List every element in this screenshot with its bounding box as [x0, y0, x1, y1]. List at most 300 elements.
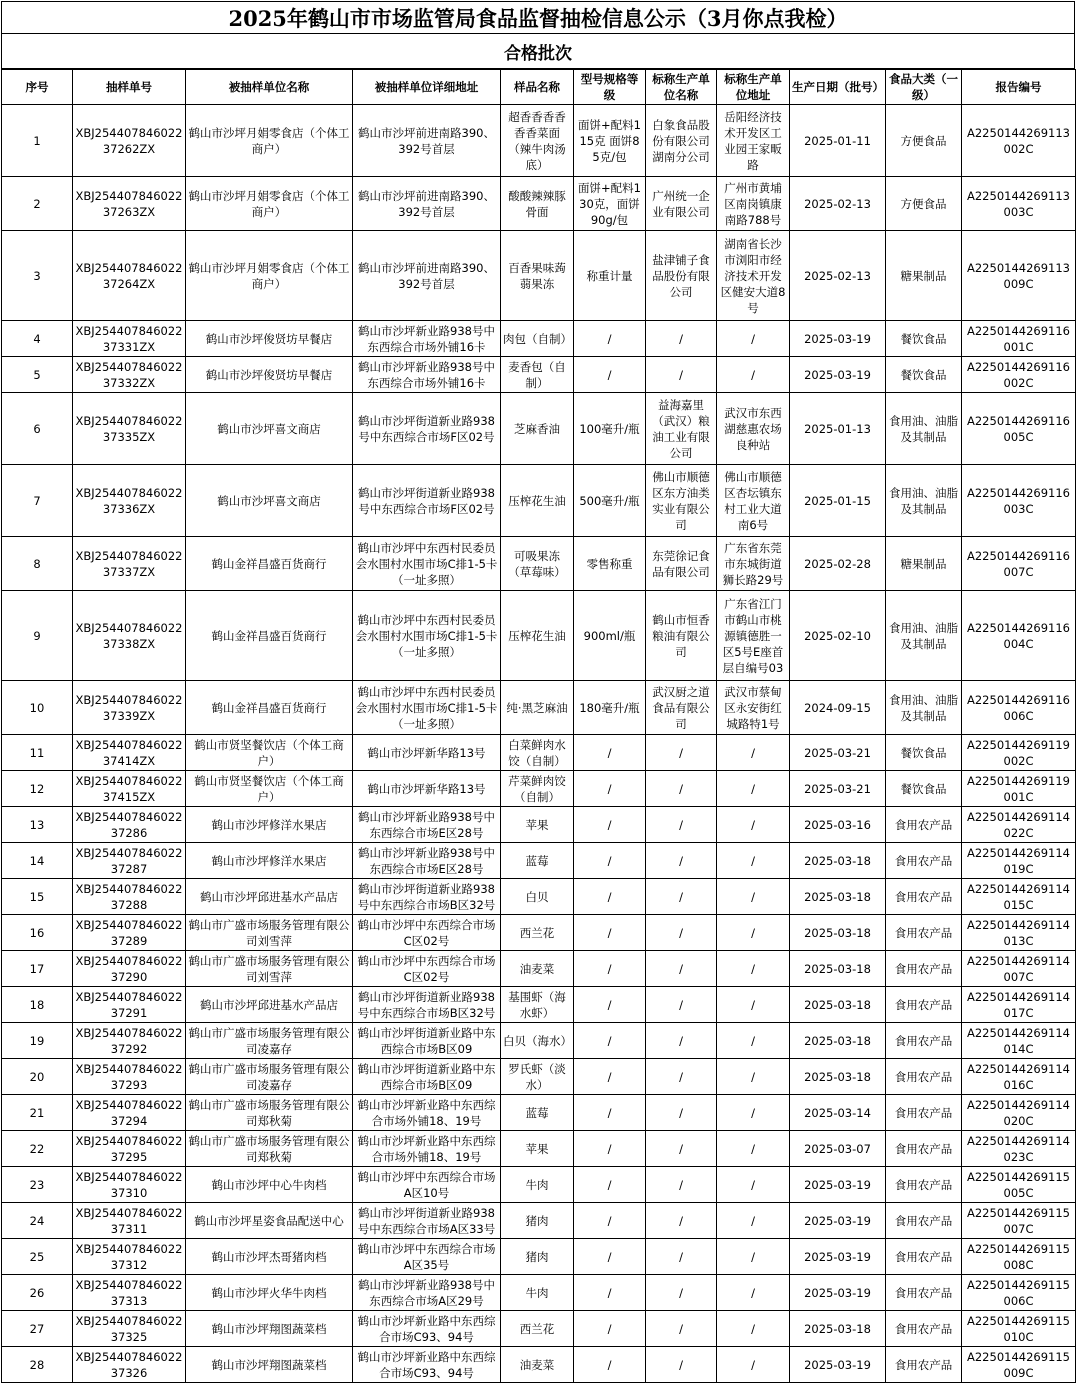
- table-cell: 500毫升/瓶: [574, 465, 646, 537]
- table-row: [2, 1023, 1076, 1059]
- table-cell: /: [574, 1167, 646, 1203]
- table-cell: XBJ25440784602237415ZX: [73, 771, 186, 807]
- table-cell: 22: [2, 1131, 73, 1167]
- table-cell: /: [574, 915, 646, 951]
- table-cell: 餐饮食品: [886, 735, 962, 771]
- table-cell: 鹤山市沙坪翔图蔬菜档: [186, 1311, 353, 1347]
- table-cell: 6: [2, 393, 73, 465]
- table-header-row: [2, 70, 1076, 105]
- table-cell: XBJ25440784602237325: [73, 1311, 186, 1347]
- table-cell: XBJ25440784602237262ZX: [73, 105, 186, 177]
- table-cell: /: [717, 987, 790, 1023]
- table-cell: 食用油、油脂及其制品: [886, 465, 962, 537]
- column-header: 标称生产单位名称: [646, 70, 717, 105]
- table-cell: 蓝莓: [501, 1095, 574, 1131]
- table-cell: /: [717, 1239, 790, 1275]
- table-cell: 7: [2, 465, 73, 537]
- table-cell: 鹤山市沙坪俊贤坊早餐店: [186, 321, 353, 357]
- table-cell: 鹤山市沙坪街道新业路中东西综合市场B区09: [353, 1023, 501, 1059]
- table-cell: 2025-03-19: [790, 1167, 886, 1203]
- table-cell: /: [646, 1059, 717, 1095]
- table-cell: 鹤山市沙坪新业路938号中东西综合市场A区29号: [353, 1275, 501, 1311]
- table-cell: 食用农产品: [886, 1023, 962, 1059]
- table-cell: 鹤山市贤坚餐饮店（个体工商户）: [186, 771, 353, 807]
- table-cell: 2025-02-13: [790, 231, 886, 321]
- table-cell: 鹤山市广盛市场服务管理有限公司刘雪萍: [186, 915, 353, 951]
- table-cell: /: [574, 807, 646, 843]
- table-cell: XBJ25440784602237287: [73, 843, 186, 879]
- table-cell: 2025-03-19: [790, 1239, 886, 1275]
- table-cell: 鹤山市广盛市场服务管理有限公司郑秋菊: [186, 1131, 353, 1167]
- table-cell: 19: [2, 1023, 73, 1059]
- table-cell: 食用农产品: [886, 1239, 962, 1275]
- table-cell: 鹤山市广盛市场服务管理有限公司郑秋菊: [186, 1095, 353, 1131]
- table-cell: 食用农产品: [886, 951, 962, 987]
- table-cell: 鹤山市沙坪邱进基水产品店: [186, 879, 353, 915]
- table-row: [2, 1311, 1076, 1347]
- table-cell: 芹菜鲜肉饺（自制）: [501, 771, 574, 807]
- table-cell: 食用农产品: [886, 1275, 962, 1311]
- table-cell: XBJ25440784602237336ZX: [73, 465, 186, 537]
- table-cell: 鹤山市沙坪翔图蔬菜档: [186, 1347, 353, 1383]
- table-cell: /: [646, 879, 717, 915]
- table-cell: /: [717, 1095, 790, 1131]
- table-cell: A2250144269115010C: [962, 1311, 1076, 1347]
- table-cell: 白象食品股份有限公司湖南分公司: [646, 105, 717, 177]
- table-cell: 2025-03-18: [790, 1059, 886, 1095]
- table-cell: 2025-03-07: [790, 1131, 886, 1167]
- table-cell: 鹤山市贤坚餐饮店（个体工商户）: [186, 735, 353, 771]
- table-cell: /: [574, 1059, 646, 1095]
- table-row: [2, 105, 1076, 177]
- table-cell: 苹果: [501, 1131, 574, 1167]
- table-cell: /: [574, 1131, 646, 1167]
- table-cell: XBJ25440784602237294: [73, 1095, 186, 1131]
- table-cell: /: [646, 1131, 717, 1167]
- table-cell: 2: [2, 177, 73, 231]
- table-row: [2, 1095, 1076, 1131]
- table-cell: 鹤山市沙坪月娟零食店（个体工商户）: [186, 231, 353, 321]
- table-cell: 2025-03-21: [790, 735, 886, 771]
- table-cell: 酸酸辣辣豚骨面: [501, 177, 574, 231]
- table-cell: /: [574, 1239, 646, 1275]
- table-cell: 20: [2, 1059, 73, 1095]
- table-cell: XBJ25440784602237310: [73, 1167, 186, 1203]
- table-cell: 牛肉: [501, 1275, 574, 1311]
- table-cell: 鹤山市沙坪中东西村民委员会水围村水围市场C排1-5卡（一址多照）: [353, 591, 501, 681]
- table-cell: A2250144269114017C: [962, 987, 1076, 1023]
- table-cell: 24: [2, 1203, 73, 1239]
- table-cell: 广州统一企业有限公司: [646, 177, 717, 231]
- table-row: [2, 681, 1076, 735]
- table-cell: A2250144269113003C: [962, 177, 1076, 231]
- table-cell: XBJ25440784602237338ZX: [73, 591, 186, 681]
- table-cell: 2025-03-21: [790, 771, 886, 807]
- table-cell: /: [646, 1203, 717, 1239]
- table-cell: 基围虾（海水虾）: [501, 987, 574, 1023]
- table-cell: 芝麻香油: [501, 393, 574, 465]
- table-cell: 2025-03-19: [790, 1275, 886, 1311]
- table-row: [2, 231, 1076, 321]
- table-cell: XBJ25440784602237339ZX: [73, 681, 186, 735]
- table-row: [2, 1275, 1076, 1311]
- table-cell: A2250144269114019C: [962, 843, 1076, 879]
- table-cell: A2250144269114022C: [962, 807, 1076, 843]
- table-row: [2, 1167, 1076, 1203]
- column-header: 被抽样单位详细地址: [353, 70, 501, 105]
- table-cell: 鹤山市沙坪街道新业路938号中东西综合市场B区32号: [353, 879, 501, 915]
- table-cell: 28: [2, 1347, 73, 1383]
- table-cell: 食用油、油脂及其制品: [886, 681, 962, 735]
- table-cell: 4: [2, 321, 73, 357]
- table-cell: /: [646, 951, 717, 987]
- table-cell: /: [574, 771, 646, 807]
- column-header: 样品名称: [501, 70, 574, 105]
- table-cell: /: [646, 807, 717, 843]
- table-cell: A2250144269115008C: [962, 1239, 1076, 1275]
- table-cell: 27: [2, 1311, 73, 1347]
- table-cell: 鹤山市广盛市场服务管理有限公司凌嘉存: [186, 1059, 353, 1095]
- table-cell: A2250144269116004C: [962, 591, 1076, 681]
- table-cell: 食用农产品: [886, 879, 962, 915]
- table-cell: A2250144269116003C: [962, 465, 1076, 537]
- table-cell: /: [646, 771, 717, 807]
- column-header: 抽样单号: [73, 70, 186, 105]
- table-cell: /: [717, 807, 790, 843]
- table-cell: 2025-01-15: [790, 465, 886, 537]
- table-cell: A2250144269114015C: [962, 879, 1076, 915]
- table-cell: /: [574, 879, 646, 915]
- table-cell: /: [646, 1347, 717, 1383]
- table-cell: 方便食品: [886, 177, 962, 231]
- table-cell: XBJ25440784602237335ZX: [73, 393, 186, 465]
- table-cell: 鹤山金祥昌盛百货商行: [186, 681, 353, 735]
- table-cell: /: [717, 951, 790, 987]
- table-cell: 18: [2, 987, 73, 1023]
- table-cell: A2250144269114023C: [962, 1131, 1076, 1167]
- table-cell: 食用农产品: [886, 1311, 962, 1347]
- table-cell: 14: [2, 843, 73, 879]
- table-cell: 鹤山市沙坪修洋水果店: [186, 807, 353, 843]
- table-cell: 武汉市东西湖慈惠农场良种站: [717, 393, 790, 465]
- table-cell: 鹤山市沙坪火华牛肉档: [186, 1275, 353, 1311]
- table-cell: 2025-03-19: [790, 357, 886, 393]
- table-cell: 21: [2, 1095, 73, 1131]
- table-row: [2, 807, 1076, 843]
- table-row: [2, 177, 1076, 231]
- table-cell: XBJ25440784602237414ZX: [73, 735, 186, 771]
- table-cell: XBJ25440784602237311: [73, 1203, 186, 1239]
- table-cell: 鹤山市沙坪街道新业路938号中东西综合市场F区02号: [353, 465, 501, 537]
- table-cell: /: [717, 915, 790, 951]
- table-cell: /: [646, 1095, 717, 1131]
- table-cell: A2250144269116006C: [962, 681, 1076, 735]
- table-body: [2, 105, 1076, 1383]
- table-cell: 西兰花: [501, 915, 574, 951]
- table-cell: /: [646, 1311, 717, 1347]
- table-cell: 可吸果冻（草莓味）: [501, 537, 574, 591]
- table-cell: 2025-03-16: [790, 807, 886, 843]
- table-row: [2, 1347, 1076, 1383]
- table-cell: 牛肉: [501, 1167, 574, 1203]
- table-cell: /: [574, 1203, 646, 1239]
- table-cell: 2025-03-14: [790, 1095, 886, 1131]
- column-header: 报告编号: [962, 70, 1076, 105]
- table-cell: XBJ25440784602237288: [73, 879, 186, 915]
- table-cell: XBJ25440784602237263ZX: [73, 177, 186, 231]
- table-row: [2, 465, 1076, 537]
- table-cell: 26: [2, 1275, 73, 1311]
- table-cell: 2025-03-18: [790, 915, 886, 951]
- table-cell: /: [646, 1275, 717, 1311]
- table-cell: 压榨花生油: [501, 591, 574, 681]
- table-cell: /: [574, 321, 646, 357]
- table-cell: 糖果制品: [886, 537, 962, 591]
- table-cell: 肉包（自制）: [501, 321, 574, 357]
- table-cell: A2250144269114020C: [962, 1095, 1076, 1131]
- table-cell: 2025-03-19: [790, 1203, 886, 1239]
- table-cell: A2250144269115006C: [962, 1275, 1076, 1311]
- table-cell: 食用农产品: [886, 1095, 962, 1131]
- table-cell: /: [717, 771, 790, 807]
- table-cell: 鹤山市沙坪中东西综合市场A区10号: [353, 1167, 501, 1203]
- table-cell: 食用农产品: [886, 1203, 962, 1239]
- table-cell: 鹤山金祥昌盛百货商行: [186, 591, 353, 681]
- table-cell: 鹤山市沙坪新业路中东西综合市场C93、94号: [353, 1347, 501, 1383]
- table-cell: XBJ25440784602237286: [73, 807, 186, 843]
- table-row: [2, 1203, 1076, 1239]
- table-cell: 13: [2, 807, 73, 843]
- table-cell: 食用农产品: [886, 1167, 962, 1203]
- table-cell: 麦香包（自制）: [501, 357, 574, 393]
- table-cell: /: [646, 735, 717, 771]
- table-cell: XBJ25440784602237337ZX: [73, 537, 186, 591]
- table-cell: 鹤山市沙坪街道新业路938号中东西综合市场F区02号: [353, 393, 501, 465]
- table-cell: 100毫升/瓶: [574, 393, 646, 465]
- table-cell: 2025-03-18: [790, 987, 886, 1023]
- table-cell: 2025-03-18: [790, 879, 886, 915]
- document-sheet: [1, 1, 1075, 1383]
- table-cell: 10: [2, 681, 73, 735]
- table-cell: 鹤山市沙坪月娟零食店（个体工商户）: [186, 177, 353, 231]
- table-cell: 12: [2, 771, 73, 807]
- table-cell: 鹤山市广盛市场服务管理有限公司刘雪萍: [186, 951, 353, 987]
- table-cell: A2250144269116001C: [962, 321, 1076, 357]
- column-header: 标称生产单位地址: [717, 70, 790, 105]
- table-cell: 鹤山市沙坪新业路938号中东西综合市场E区28号: [353, 807, 501, 843]
- table-cell: 鹤山市沙坪街道新业路938号中东西综合市场A区33号: [353, 1203, 501, 1239]
- table-cell: XBJ25440784602237326: [73, 1347, 186, 1383]
- table-cell: 鹤山市沙坪中东西综合市场A区35号: [353, 1239, 501, 1275]
- table-cell: 鹤山市沙坪前进南路390、392号首层: [353, 231, 501, 321]
- table-cell: A2250144269119001C: [962, 771, 1076, 807]
- table-cell: 食用油、油脂及其制品: [886, 591, 962, 681]
- table-cell: A2250144269116007C: [962, 537, 1076, 591]
- table-cell: 鹤山市沙坪喜文商店: [186, 465, 353, 537]
- table-row: [2, 915, 1076, 951]
- table-cell: /: [717, 1311, 790, 1347]
- table-cell: 5: [2, 357, 73, 393]
- table-cell: 2025-02-13: [790, 177, 886, 231]
- table-row: [2, 987, 1076, 1023]
- table-cell: XBJ25440784602237313: [73, 1275, 186, 1311]
- table-cell: A2250144269114016C: [962, 1059, 1076, 1095]
- table-cell: /: [646, 843, 717, 879]
- table-cell: 鹤山市沙坪中东西综合市场C区02号: [353, 915, 501, 951]
- table-cell: 鹤山市沙坪新业路938号中东西综合市场外铺16卡: [353, 357, 501, 393]
- table-cell: 食用农产品: [886, 915, 962, 951]
- table-cell: /: [646, 1167, 717, 1203]
- table-cell: /: [574, 987, 646, 1023]
- table-cell: 广东省江门市鹤山市桃源镇德胜一区5号E座首层自编号03: [717, 591, 790, 681]
- table-cell: 白贝: [501, 879, 574, 915]
- table-row: [2, 1131, 1076, 1167]
- table-cell: 鹤山市沙坪修洋水果店: [186, 843, 353, 879]
- table-cell: 湖南省长沙市浏阳市经济技术开发区健安大道8号: [717, 231, 790, 321]
- table-cell: /: [717, 1203, 790, 1239]
- table-row: [2, 321, 1076, 357]
- table-cell: 900ml/瓶: [574, 591, 646, 681]
- table-cell: A2250144269116002C: [962, 357, 1076, 393]
- table-row: [2, 1239, 1076, 1275]
- table-cell: 2025-03-18: [790, 843, 886, 879]
- table-cell: 食用农产品: [886, 807, 962, 843]
- results-table: [1, 69, 1076, 1383]
- table-cell: /: [574, 1347, 646, 1383]
- table-cell: 25: [2, 1239, 73, 1275]
- table-cell: /: [717, 1131, 790, 1167]
- table-cell: 糖果制品: [886, 231, 962, 321]
- table-cell: 鹤山市沙坪前进南路390、392号首层: [353, 105, 501, 177]
- table-cell: 11: [2, 735, 73, 771]
- table-cell: /: [646, 357, 717, 393]
- table-cell: /: [717, 1275, 790, 1311]
- table-cell: 鹤山市沙坪月娟零食店（个体工商户）: [186, 105, 353, 177]
- table-cell: 称重计量: [574, 231, 646, 321]
- table-cell: /: [717, 879, 790, 915]
- table-cell: 17: [2, 951, 73, 987]
- table-cell: XBJ25440784602237332ZX: [73, 357, 186, 393]
- table-cell: 佛山市顺德区杏坛镇东村工业大道南6号: [717, 465, 790, 537]
- table-cell: A2250144269115007C: [962, 1203, 1076, 1239]
- table-cell: 广州市黄埔区南岗镇康南路788号: [717, 177, 790, 231]
- table-cell: 餐饮食品: [886, 357, 962, 393]
- table-cell: 食用农产品: [886, 1131, 962, 1167]
- table-cell: XBJ25440784602237264ZX: [73, 231, 186, 321]
- table-cell: 食用农产品: [886, 843, 962, 879]
- table-row: [2, 735, 1076, 771]
- table-cell: XBJ25440784602237293: [73, 1059, 186, 1095]
- table-cell: 鹤山市沙坪新业路938号中东西综合市场外铺16卡: [353, 321, 501, 357]
- table-cell: 益海嘉里（武汉）粮油工业有限公司: [646, 393, 717, 465]
- table-cell: /: [717, 735, 790, 771]
- table-cell: 8: [2, 537, 73, 591]
- table-cell: XBJ25440784602237312: [73, 1239, 186, 1275]
- table-cell: 2025-02-28: [790, 537, 886, 591]
- table-cell: 油麦菜: [501, 1347, 574, 1383]
- table-cell: /: [646, 321, 717, 357]
- table-cell: 15: [2, 879, 73, 915]
- table-cell: 鹤山市沙坪新业路中东西综合市场外铺18、19号: [353, 1131, 501, 1167]
- table-cell: XBJ25440784602237289: [73, 915, 186, 951]
- column-header: 生产日期（批号）: [790, 70, 886, 105]
- table-row: [2, 951, 1076, 987]
- page-title: 2025年鹤山市市场监管局食品监督抽检信息公示（3月你点我检）: [1, 1, 1075, 34]
- table-cell: 180毫升/瓶: [574, 681, 646, 735]
- table-cell: A2250144269113009C: [962, 231, 1076, 321]
- table-cell: A2250144269115009C: [962, 1347, 1076, 1383]
- table-cell: 鹤山市沙坪新业路938号中东西综合市场E区28号: [353, 843, 501, 879]
- table-cell: 鹤山市沙坪中东西综合市场C区02号: [353, 951, 501, 987]
- table-cell: 面饼+配料115克 面饼85克/包: [574, 105, 646, 177]
- table-cell: 鹤山市恒香粮油有限公司: [646, 591, 717, 681]
- table-cell: 鹤山市广盛市场服务管理有限公司凌嘉存: [186, 1023, 353, 1059]
- table-cell: XBJ25440784602237290: [73, 951, 186, 987]
- table-cell: 鹤山市沙坪街道新业路中东西综合市场B区09: [353, 1059, 501, 1095]
- table-cell: 佛山市顺德区东方油类实业有限公司: [646, 465, 717, 537]
- table-cell: 16: [2, 915, 73, 951]
- table-cell: /: [574, 357, 646, 393]
- table-cell: 9: [2, 591, 73, 681]
- table-cell: 岳阳经济技术开发区工业园王家畈路: [717, 105, 790, 177]
- table-cell: 白贝（海水）: [501, 1023, 574, 1059]
- table-cell: /: [574, 1311, 646, 1347]
- table-cell: 鹤山市沙坪新业路中东西综合市场C93、94号: [353, 1311, 501, 1347]
- table-row: [2, 879, 1076, 915]
- table-cell: 盐津铺子食品股份有限公司: [646, 231, 717, 321]
- table-cell: A2250144269119002C: [962, 735, 1076, 771]
- table-cell: 鹤山市沙坪中东西村民委员会水围村水围市场C排1-5卡（一址多照）: [353, 681, 501, 735]
- table-cell: /: [574, 735, 646, 771]
- table-cell: 广东省东莞市东城街道狮长路29号: [717, 537, 790, 591]
- column-header: 型号规格等级: [574, 70, 646, 105]
- table-cell: A2250144269114013C: [962, 915, 1076, 951]
- table-cell: 23: [2, 1167, 73, 1203]
- table-cell: /: [574, 1095, 646, 1131]
- table-cell: 鹤山市沙坪新华路13号: [353, 771, 501, 807]
- table-row: [2, 1059, 1076, 1095]
- table-cell: /: [574, 843, 646, 879]
- table-cell: /: [717, 1167, 790, 1203]
- column-header: 被抽样单位名称: [186, 70, 353, 105]
- table-cell: 蓝莓: [501, 843, 574, 879]
- table-cell: 鹤山市沙坪中心牛肉档: [186, 1167, 353, 1203]
- table-row: [2, 591, 1076, 681]
- table-cell: 鹤山市沙坪喜文商店: [186, 393, 353, 465]
- table-cell: 纯·黑芝麻油: [501, 681, 574, 735]
- table-row: [2, 393, 1076, 465]
- table-cell: 鹤山市沙坪杰哥猪肉档: [186, 1239, 353, 1275]
- table-cell: 2025-03-19: [790, 1347, 886, 1383]
- table-cell: 武汉市蔡甸区永安街红城路特1号: [717, 681, 790, 735]
- table-cell: 食用农产品: [886, 1347, 962, 1383]
- column-header: 序号: [2, 70, 73, 105]
- table-cell: /: [717, 1023, 790, 1059]
- table-cell: /: [646, 1239, 717, 1275]
- table-cell: 2025-01-11: [790, 105, 886, 177]
- table-cell: 1: [2, 105, 73, 177]
- table-cell: 西兰花: [501, 1311, 574, 1347]
- table-cell: 2024-09-15: [790, 681, 886, 735]
- table-cell: /: [646, 1023, 717, 1059]
- table-cell: 东莞徐记食品有限公司: [646, 537, 717, 591]
- table-cell: 餐饮食品: [886, 771, 962, 807]
- table-cell: 3: [2, 231, 73, 321]
- table-cell: 2025-03-18: [790, 951, 886, 987]
- table-cell: A2250144269114007C: [962, 951, 1076, 987]
- table-cell: /: [717, 1059, 790, 1095]
- table-cell: XBJ25440784602237331ZX: [73, 321, 186, 357]
